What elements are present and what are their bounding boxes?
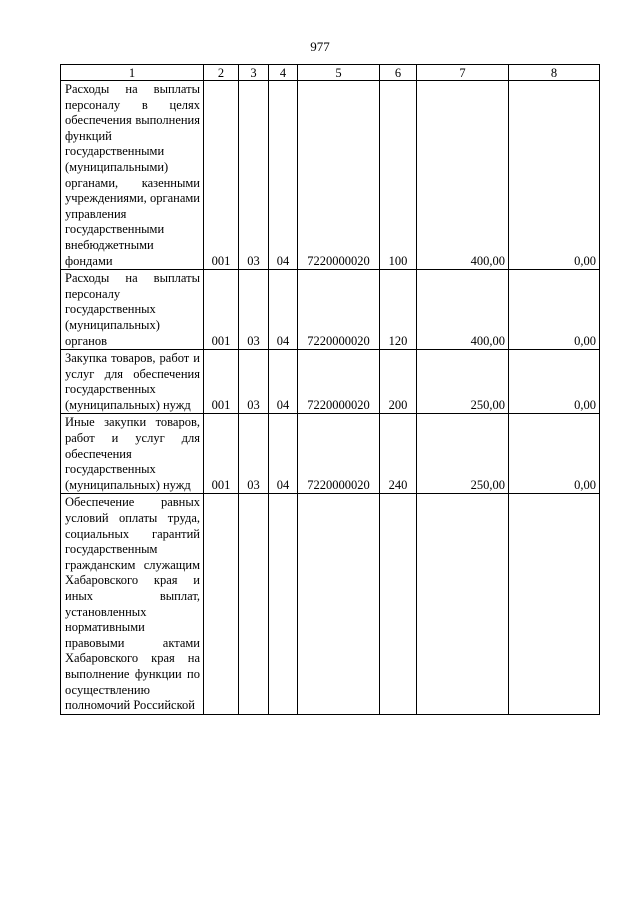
row-code-2: 001 xyxy=(204,81,239,270)
row-amount-7: 250,00 xyxy=(417,414,509,494)
row-code-6 xyxy=(380,494,417,714)
row-description: Расходы на выплаты персоналу в целях обеспечения выполнения функций государственными (муниципальными) органами, казенными учреждениями, органами управления государственными внебюджетными фондами xyxy=(61,81,204,270)
row-amount-7: 250,00 xyxy=(417,350,509,414)
row-code-2: 001 xyxy=(204,414,239,494)
row-code-2: 001 xyxy=(204,350,239,414)
row-code-3: 03 xyxy=(239,81,269,270)
row-description: Расходы на выплаты персоналу государственных (муниципальных) органов xyxy=(61,270,204,350)
column-header-8: 8 xyxy=(509,65,600,81)
row-code-3 xyxy=(239,494,269,714)
table-row xyxy=(61,414,600,494)
row-amount-7: 400,00 xyxy=(417,270,509,350)
column-header-2: 2 xyxy=(204,65,239,81)
row-code-2: 001 xyxy=(204,270,239,350)
row-amount-8: 0,00 xyxy=(509,350,600,414)
row-code-6: 120 xyxy=(380,270,417,350)
row-code-5: 7220000020 xyxy=(298,270,380,350)
row-code-6: 100 xyxy=(380,81,417,270)
table-row xyxy=(61,494,600,714)
row-amount-8: 0,00 xyxy=(509,270,600,350)
row-code-5: 7220000020 xyxy=(298,414,380,494)
column-header-4: 4 xyxy=(269,65,298,81)
row-amount-8: 0,00 xyxy=(509,414,600,494)
row-description: Закупка товаров, работ и услуг для обеспечения государственных (муниципальных) нужд xyxy=(61,350,204,414)
row-code-4: 04 xyxy=(269,81,298,270)
row-amount-8: 0,00 xyxy=(509,81,600,270)
row-code-2 xyxy=(204,494,239,714)
row-code-4 xyxy=(269,494,298,714)
row-amount-7 xyxy=(417,494,509,714)
row-code-3: 03 xyxy=(239,350,269,414)
row-description: Обеспечение равных условий оплаты труда, социальных гарантий государственным гражданским служащим Хабаровского края и иных выплат, установленных нормативными правовыми актами Хабаровского края на выполнение функции по осуществлению полномочий Российской xyxy=(61,494,204,714)
column-header-3: 3 xyxy=(239,65,269,81)
row-code-5: 7220000020 xyxy=(298,81,380,270)
column-header-7: 7 xyxy=(417,65,509,81)
header-row xyxy=(61,65,600,81)
row-code-6: 240 xyxy=(380,414,417,494)
row-amount-7: 400,00 xyxy=(417,81,509,270)
row-code-4: 04 xyxy=(269,350,298,414)
row-code-4: 04 xyxy=(269,270,298,350)
column-header-1: 1 xyxy=(61,65,204,81)
table-row xyxy=(61,270,600,350)
row-code-4: 04 xyxy=(269,414,298,494)
column-header-6: 6 xyxy=(380,65,417,81)
table-row xyxy=(61,81,600,270)
column-header-5: 5 xyxy=(298,65,380,81)
row-code-5: 7220000020 xyxy=(298,350,380,414)
row-description: Иные закупки товаров, работ и услуг для обеспечения государственных (муниципальных) нужд xyxy=(61,414,204,494)
row-code-3: 03 xyxy=(239,414,269,494)
table-row xyxy=(61,350,600,414)
page-number: 977 xyxy=(310,39,330,54)
row-code-6: 200 xyxy=(380,350,417,414)
row-code-5 xyxy=(298,494,380,714)
row-amount-8 xyxy=(509,494,600,714)
row-code-3: 03 xyxy=(239,270,269,350)
budget-table xyxy=(60,64,600,715)
